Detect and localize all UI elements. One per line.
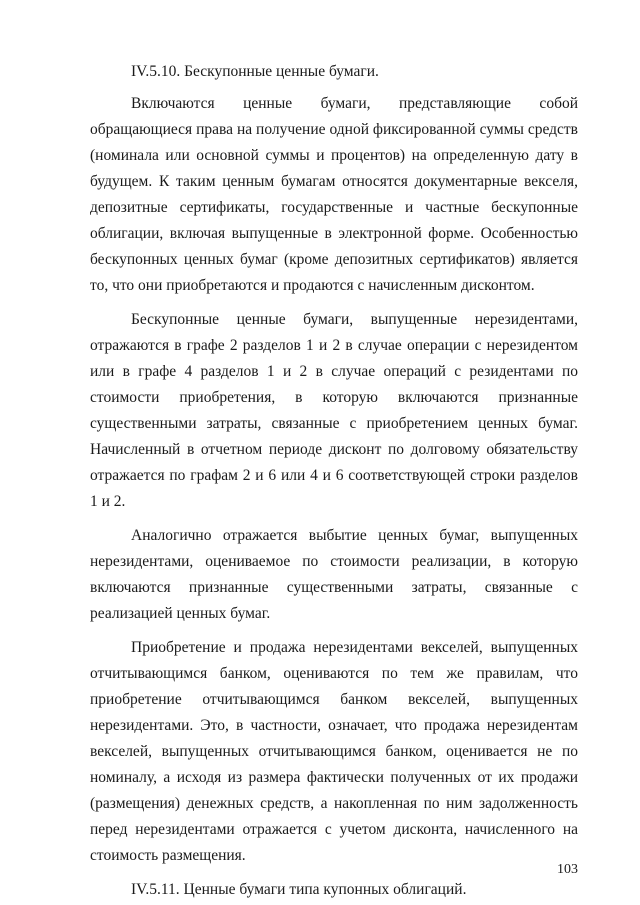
page-number: 103 xyxy=(557,862,578,877)
paragraph-4: Приобретение и продажа нерезидентами векселей, выпущенных отчитывающимся банком, оцениваются по тем же правилам, что приобретение отчитывающимся банком векселей, выпущенных нерезидентами. Это, в частности, означает, что продажа нерезидентам векселей, выпущенных отчитывающимся банком, оценивается не по номиналу, а исходя из размера фактически полученных от их продажи (размещения) денежных средств, а накопленная по ним задолженность перед нерезидентами отражается с учетом дисконта, начисленного на стоимость размещения. xyxy=(90,639,578,864)
paragraph-3: Аналогично отражается выбытие ценных бумаг, выпущенных нерезидентами, оцениваемое по стоимости реализации, в которую включаются признанные существенными затраты, связанные с реализацией ценных бумаг. xyxy=(90,527,578,622)
paragraph-1: Включаются ценные бумаги, представляющие собой обращающиеся права на получение одной фиксированной суммы средств (номинала или основной суммы и процентов) на определенную дату в будущем. К таким ценным бумагам относятся документарные векселя, депозитные сертификаты, государственные и частные бескупонные облигации, включая выпущенные в электронной форме. Особенностью бескупонных ценных бумаг (кроме депозитных сертификатов) является то, что они приобретаются и продаются с начисленным дисконтом. xyxy=(90,95,578,294)
next-section-heading: IV.5.11. Ценные бумаги типа купонных облигаций. xyxy=(131,881,467,898)
section-heading: IV.5.10. Бескупонные ценные бумаги. xyxy=(131,63,379,80)
paragraph-2: Бескупонные ценные бумаги, выпущенные нерезидентами, отражаются в графе 2 разделов 1 и 2 в случае операции с нерезидентом или в графе 4 разделов 1 и 2 в случае операций с резидентами по стоимости приобретения, в которую включаются признанные существенными затраты, связанные с приобретением ценных бумаг. Начисленный в отчетном периоде дисконт по долговому обязательству отражается по графам 2 и 6 или 4 и 6 соответствующей строки разделов 1 и 2. xyxy=(90,311,578,510)
